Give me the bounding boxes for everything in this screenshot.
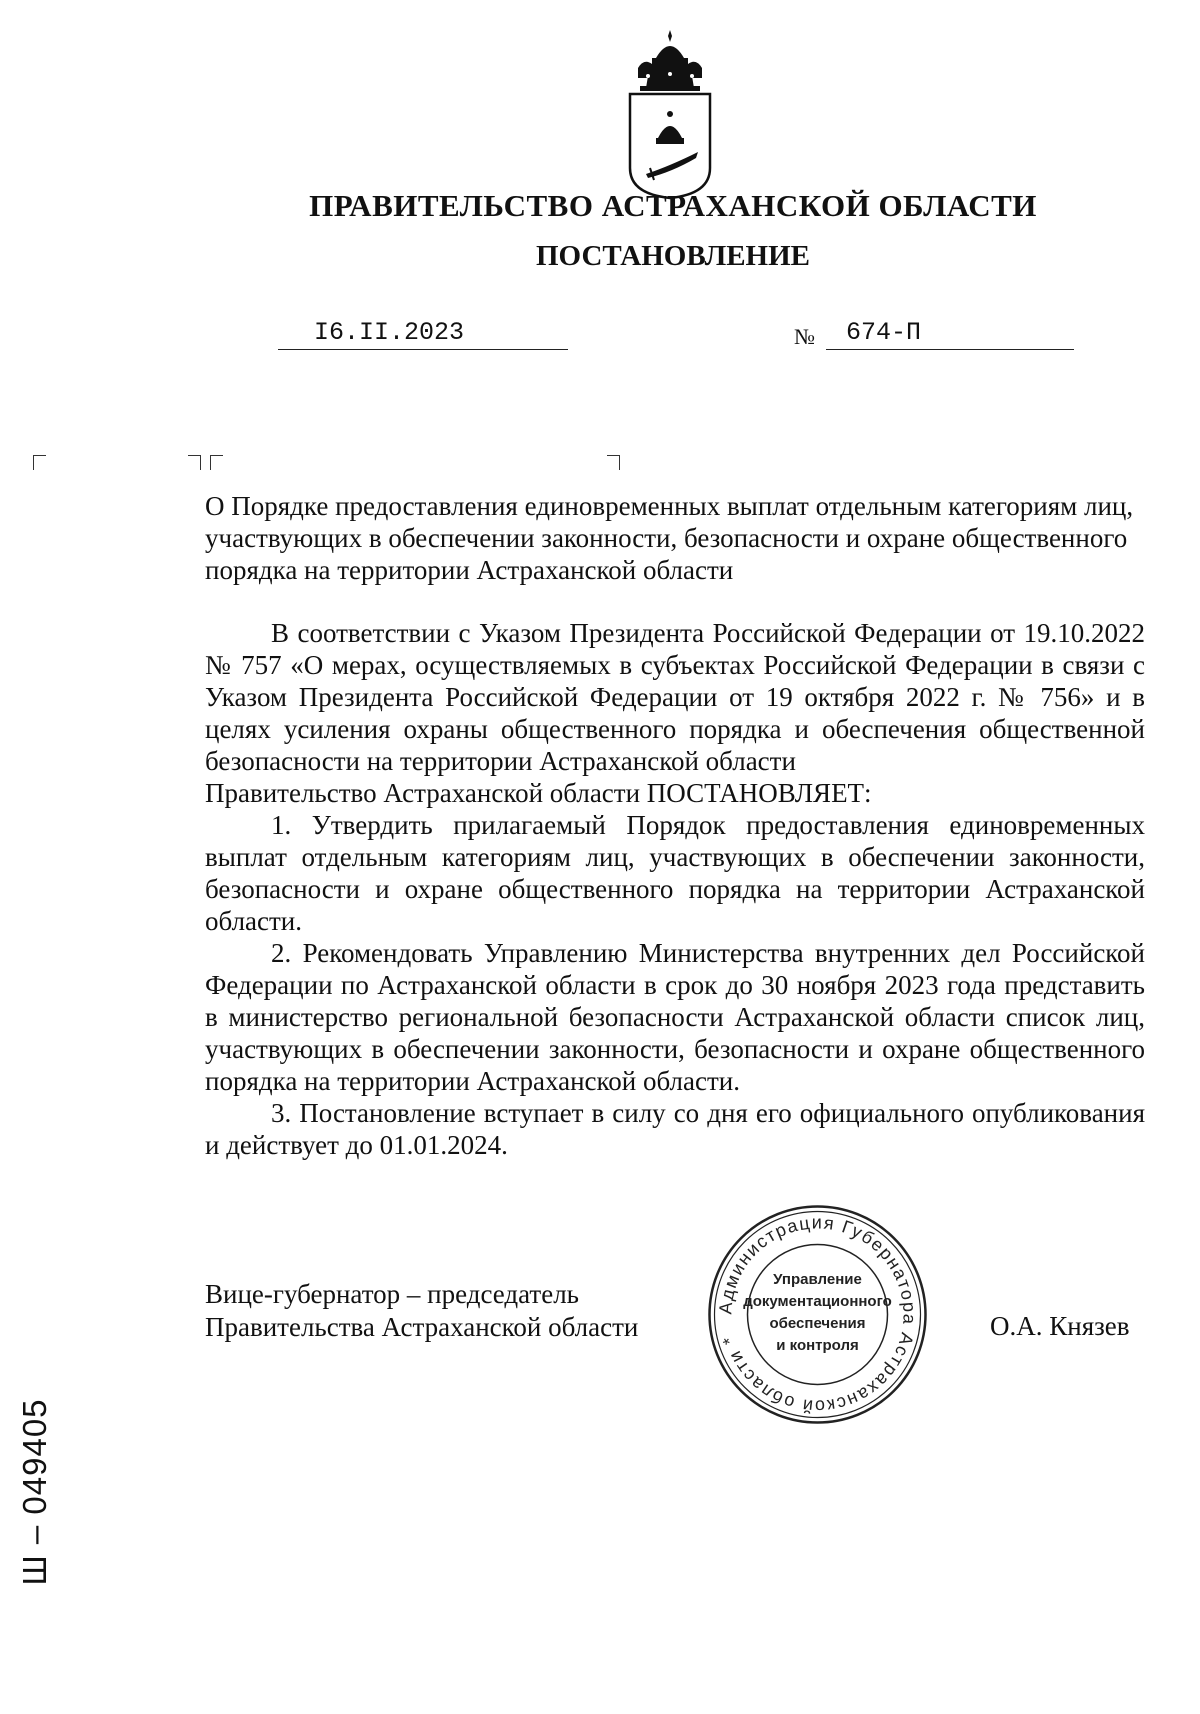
signatory-name: О.А. Князев [990, 1311, 1130, 1341]
document-subject: О Порядке предоставления единовременных выплат отдельным категориям лиц, участвующих в обеспечении законности, безопасности и охране общественного порядка на территории Астраханской области [205, 491, 1134, 585]
corner-mark [33, 455, 46, 470]
corner-mark [607, 455, 620, 470]
item-2: 2. Рекомендовать Управлению Министерства внутренних дел Российской Федерации по Астраханской области в срок до 30 ноября 2023 года представить в министерство региональной безопасности Астраханской области список лиц, участвующих в обеспечении законности, безопасности и охране общественного порядка на территории Астраханской области. [205, 938, 1145, 1096]
document-number: 674-П [826, 316, 1074, 350]
document-date: I6.II.2023 [278, 316, 568, 350]
position-line-1: Вице-губернатор – председатель [205, 1279, 579, 1309]
official-stamp [705, 1202, 930, 1427]
corner-mark [210, 455, 223, 470]
item-1: 1. Утвердить прилагаемый Порядок предоставления единовременных выплат отдельным категориям лиц, участвующих в обеспечении законности, безопасности и охране общественного порядка на территории Астраханской области. [205, 810, 1145, 936]
stamp-line-2: документационного [743, 1293, 892, 1310]
preamble: В соответствии с Указом Президента Российской Федерации от 19.10.2022 № 757 «О мерах, осуществляемых в субъектах Российской Федерации в связи с Указом Президента Российской Федерации от 19 октября 2022 г. № 756» и в целях усиления охраны общественного порядка и обеспечения общественной безопасности на территории Астраханской области [205, 618, 1145, 776]
corner-mark [188, 455, 201, 470]
stamp-line-4: и контроля [776, 1337, 859, 1354]
stamp-ring-text: Администрация Губернатора Астраханской области * [715, 1212, 920, 1417]
government-title: ПРАВИТЕЛЬСТВО АСТРАХАНСКОЙ ОБЛАСТИ [309, 188, 1037, 223]
number-sign: № [794, 324, 815, 349]
stamp-line-1: Управление [773, 1271, 862, 1288]
resolves-line: Правительство Астраханской области ПОСТАНОВЛЯЕТ: [205, 778, 872, 808]
document-body [205, 617, 1145, 1161]
coat-of-arms-icon [628, 28, 712, 200]
item-3: 3. Постановление вступает в силу со дня его официального опубликования и действует до 01.01.2024. [205, 1098, 1145, 1160]
signatory-position [205, 1278, 705, 1344]
form-serial-number: Ш – 049405 [16, 1398, 53, 1586]
position-line-2: Правительства Астраханской области [205, 1312, 639, 1342]
stamp-line-3: обеспечения [769, 1315, 866, 1332]
document-type: ПОСТАНОВЛЕНИЕ [535, 240, 810, 272]
